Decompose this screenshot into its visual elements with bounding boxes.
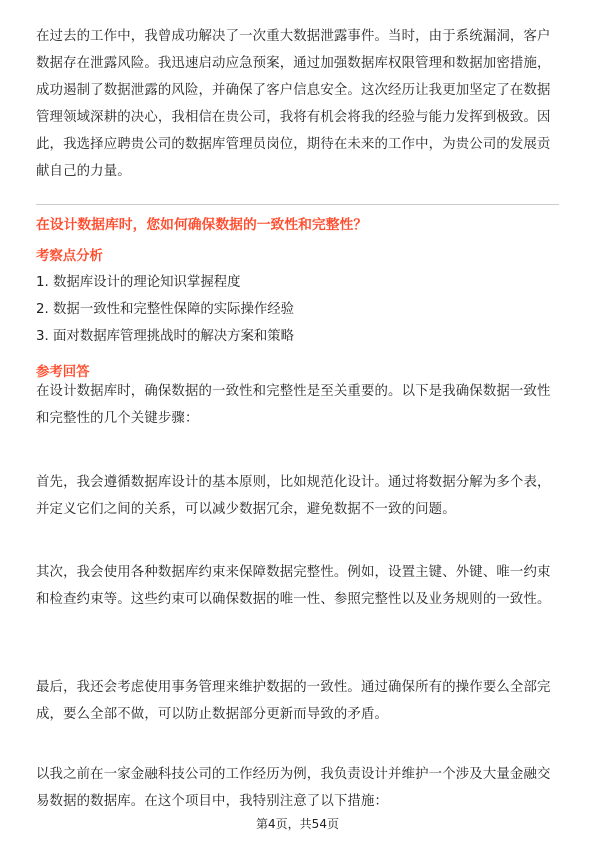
intro-paragraph: 在过去的工作中，我曾成功解决了一次重大数据泄露事件。当时，由于系统漏洞，客户数据存在泄露风险。我迅速启动应急预案，通过加强数据库权限管理和数据加密措施，成功遏制了数据泄露的风险，并确保了客户信息安全。这次经历让我更加坚定了在数据管理领域深耕的决心，我相信在贵公司，我将有机会将我的经验与能力发挥到极致。因此，我选择应聘贵公司的数据库管理员岗位，期待在未来的工作中，为贵公司的发展贡献自己的力量。 [36, 29, 551, 179]
answer-paragraph-3: 其次，我会使用各种数据库约束来保障数据完整性。例如，设置主键、外键、唯一约束和检查约束等。这些约束可以确保数据的唯一性、参照完整性以及业务规则的一致性。 [36, 565, 551, 607]
analysis-item-3: 3. 面对数据库管理挑战时的解决方案和策略 [36, 329, 295, 344]
answer-paragraph-4: 最后，我还会考虑使用事务管理来维护数据的一致性。通过确保所有的操作要么全部完成，要么全部不做，可以防止数据部分更新而导致的矛盾。 [36, 680, 551, 722]
answer-paragraph-1: 在设计数据库时，确保数据的一致性和完整性是至关重要的。以下是我确保数据一致性和完整性的几个关键步骤： [36, 384, 551, 426]
page-number-footer: 第4页，共54页 [256, 817, 339, 831]
analysis-item-2: 2. 数据一致性和完整性保障的实际操作经验 [36, 302, 295, 317]
answer-heading: 参考回答 [36, 365, 90, 380]
answer-paragraph-2: 首先，我会遵循数据库设计的基本原则，比如规范化设计。通过将数据分解为多个表，并定义它们之间的关系，可以减少数据冗余，避免数据不一致的问题。 [36, 475, 551, 517]
interview-question: 在设计数据库时，您如何确保数据的一致性和完整性？ [36, 217, 368, 233]
answer-paragraph-5: 以我之前在一家金融科技公司的工作经历为例，我负责设计并维护一个涉及大量金融交易数据的数据库。在这个项目中，我特别注意了以下措施： [36, 767, 551, 809]
analysis-item-1: 1. 数据库设计的理论知识掌握程度 [36, 275, 241, 290]
section-divider [36, 204, 559, 205]
analysis-heading: 考察点分析 [36, 249, 103, 264]
